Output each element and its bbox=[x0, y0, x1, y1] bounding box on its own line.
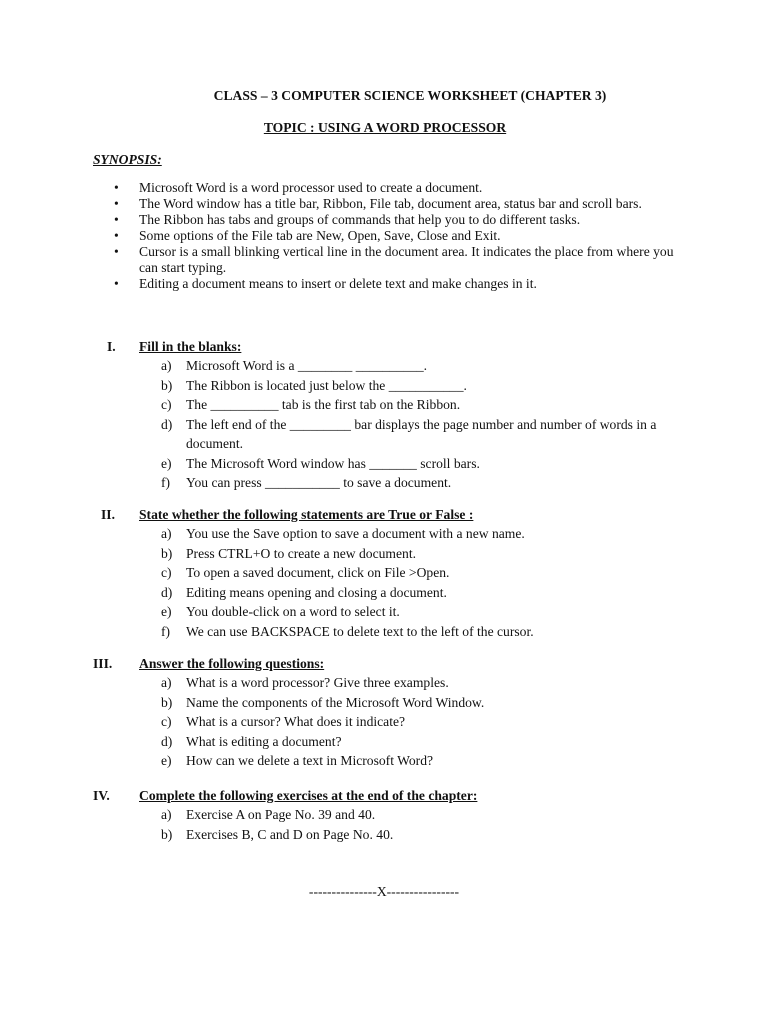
section-heading: Complete the following exercises at the end of the chapter: bbox=[139, 788, 478, 803]
item-letter: b) bbox=[161, 545, 173, 561]
question-item bbox=[161, 805, 671, 825]
section-number: II. bbox=[101, 507, 115, 522]
question-list bbox=[161, 524, 671, 641]
item-text: To open a saved document, click on File >Open. bbox=[186, 565, 450, 580]
item-letter: c) bbox=[161, 565, 172, 580]
item-text: Editing means opening and closing a document. bbox=[186, 584, 447, 600]
item-letter: e) bbox=[161, 753, 172, 768]
item-letter: b) bbox=[161, 377, 173, 393]
topic-heading: TOPIC : USING A WORD PROCESSOR bbox=[263, 120, 507, 135]
item-letter: d) bbox=[161, 416, 173, 432]
question-item bbox=[161, 622, 671, 642]
item-text: The __________ tab is the first tab on the Ribbon. bbox=[186, 397, 461, 412]
item-letter: a) bbox=[161, 807, 172, 822]
question-item bbox=[161, 415, 671, 454]
section-heading: State whether the following statements are True or False : bbox=[139, 507, 474, 522]
item-text: Press CTRL+O to create a new document. bbox=[186, 545, 417, 561]
question-item bbox=[161, 395, 671, 415]
section-number: I. bbox=[107, 339, 116, 354]
question-item bbox=[161, 751, 671, 771]
item-letter: e) bbox=[161, 604, 172, 619]
item-letter: c) bbox=[161, 397, 172, 412]
question-list bbox=[161, 805, 671, 844]
question-item bbox=[161, 544, 671, 564]
item-letter: e) bbox=[161, 455, 172, 471]
synopsis-bullet: • Microsoft Word is a word processor used to create a document. bbox=[114, 180, 674, 196]
item-letter: a) bbox=[161, 526, 172, 541]
section-heading: Answer the following questions: bbox=[139, 656, 325, 671]
item-letter: a) bbox=[161, 358, 172, 373]
question-list bbox=[161, 673, 671, 771]
item-text: Exercises B, C and D on Page No. 40. bbox=[186, 826, 394, 842]
item-text: The left end of the _________ bar displays the page number and number of words in a document. bbox=[186, 416, 657, 451]
synopsis-bullet: • The Word window has a title bar, Ribbon, File tab, document area, status bar and scroll bars. bbox=[114, 196, 674, 212]
end-marker: ---------------X---------------- bbox=[308, 884, 460, 899]
item-letter: d) bbox=[161, 584, 173, 600]
worksheet-title: CLASS – 3 COMPUTER SCIENCE WORKSHEET (CHAPTER 3) bbox=[213, 88, 607, 103]
item-letter: b) bbox=[161, 826, 173, 842]
item-letter: f) bbox=[161, 475, 171, 490]
item-letter: f) bbox=[161, 623, 171, 639]
section-heading: Fill in the blanks: bbox=[139, 339, 242, 354]
item-text: You use the Save option to save a document with a new name. bbox=[186, 526, 525, 541]
synopsis-bullet: • Editing a document means to insert or delete text and make changes in it. bbox=[114, 276, 674, 292]
question-item bbox=[161, 583, 671, 603]
question-item bbox=[161, 376, 671, 396]
item-letter: b) bbox=[161, 694, 173, 710]
question-item bbox=[161, 825, 671, 845]
item-text: Microsoft Word is a ________ __________. bbox=[186, 358, 428, 373]
item-text: Exercise A on Page No. 39 and 40. bbox=[186, 807, 376, 822]
section-number: III. bbox=[93, 656, 113, 671]
question-item bbox=[161, 356, 671, 376]
question-item bbox=[161, 454, 671, 474]
question-item bbox=[161, 693, 671, 713]
question-item bbox=[161, 732, 671, 752]
item-text: What is a word processor? Give three examples. bbox=[186, 675, 449, 690]
synopsis-heading: SYNOPSIS: bbox=[93, 152, 162, 167]
question-item bbox=[161, 563, 671, 583]
synopsis-bullet: • Cursor is a small blinking vertical line in the document area. It indicates the place from where you can start typing. bbox=[114, 244, 674, 276]
item-letter: d) bbox=[161, 733, 173, 749]
synopsis-list bbox=[114, 180, 674, 292]
item-text: The Ribbon is located just below the ___________. bbox=[186, 377, 467, 393]
section-number: IV. bbox=[93, 788, 110, 803]
item-text: You double-click on a word to select it. bbox=[186, 604, 400, 619]
question-item bbox=[161, 602, 671, 622]
question-list bbox=[161, 356, 671, 493]
item-text: How can we delete a text in Microsoft Word? bbox=[186, 753, 434, 768]
item-text: What is a cursor? What does it indicate? bbox=[186, 714, 406, 729]
item-text: Name the components of the Microsoft Word Window. bbox=[186, 694, 485, 710]
question-item bbox=[161, 712, 671, 732]
item-letter: a) bbox=[161, 675, 172, 690]
question-item bbox=[161, 473, 671, 493]
item-text: You can press ___________ to save a document. bbox=[186, 475, 452, 490]
item-text: The Microsoft Word window has _______ scroll bars. bbox=[186, 455, 480, 471]
item-text: We can use BACKSPACE to delete text to the left of the cursor. bbox=[186, 623, 534, 639]
question-item bbox=[161, 524, 671, 544]
synopsis-bullet: • Some options of the File tab are New, Open, Save, Close and Exit. bbox=[114, 228, 674, 244]
item-letter: c) bbox=[161, 714, 172, 729]
question-item bbox=[161, 673, 671, 693]
item-text: What is editing a document? bbox=[186, 733, 342, 749]
synopsis-bullet: • The Ribbon has tabs and groups of commands that help you to do different tasks. bbox=[114, 212, 674, 228]
